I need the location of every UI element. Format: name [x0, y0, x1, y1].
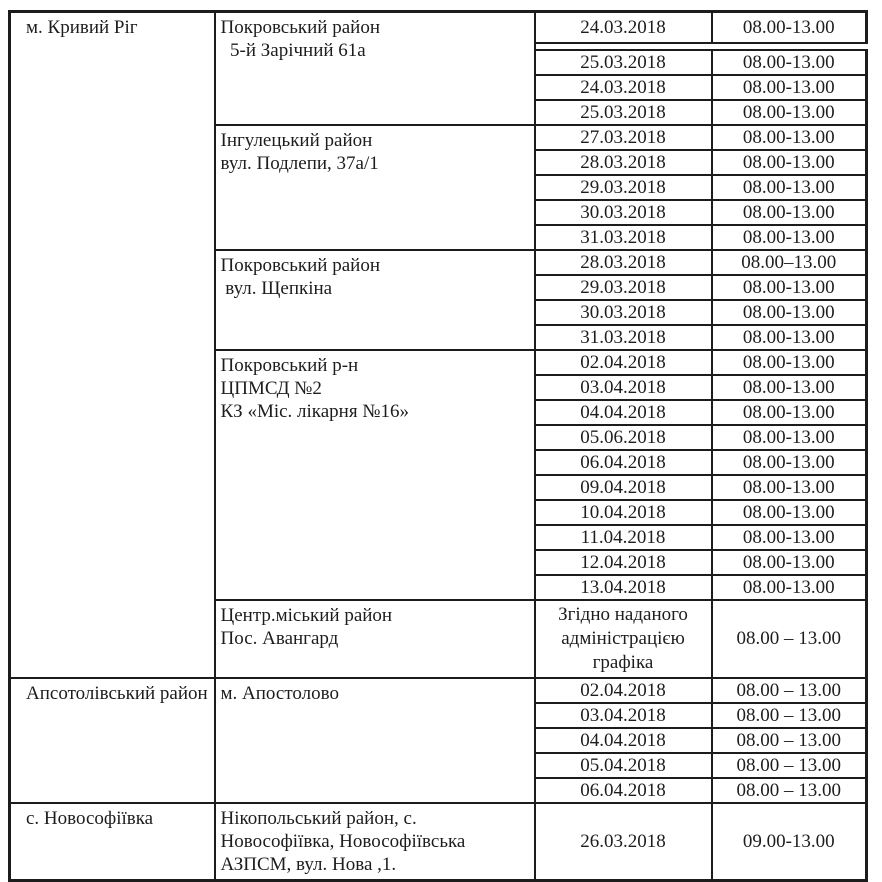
date-cell: 24.03.2018	[535, 75, 712, 100]
time-cell: 08.00 – 13.00	[712, 753, 867, 778]
location-cell: с. Новософіївка	[10, 803, 215, 881]
address-line: 5-й Зарічний 61а	[220, 40, 366, 61]
time-cell: 08.00 – 13.00	[712, 728, 867, 753]
date-cell: 30.03.2018	[535, 300, 712, 325]
address-line: Пос. Авангард	[220, 627, 339, 649]
address-line: вул. Щепкіна	[220, 277, 333, 299]
location-cell: Апсотолівський район	[10, 678, 215, 803]
date-cell: 30.03.2018	[535, 200, 712, 225]
date-cell: 04.04.2018	[535, 728, 712, 753]
table-row	[10, 12, 867, 43]
date-cell: 11.04.2018	[535, 525, 712, 550]
address-cell	[215, 350, 535, 600]
time-cell: 08.00 – 13.00	[712, 778, 867, 803]
date-cell: 13.04.2018	[535, 575, 712, 600]
time-cell: 08.00-13.00	[712, 275, 867, 300]
time-cell: 09.00-13.00	[712, 803, 867, 881]
date-cell: 29.03.2018	[535, 175, 712, 200]
address-line: Покровський р-н	[220, 354, 359, 376]
schedule-table	[8, 10, 868, 882]
time-cell: 08.00-13.00	[712, 400, 867, 425]
location-cell: м. Кривий Ріг	[10, 12, 215, 678]
time-cell: 08.00-13.00	[712, 475, 867, 500]
table-row	[10, 678, 867, 703]
address-cell	[215, 600, 535, 678]
address-cell	[215, 125, 535, 250]
date-cell: 03.04.2018	[535, 703, 712, 728]
address-line: м. Апостолово	[220, 682, 339, 704]
time-cell: 08.00-13.00	[712, 12, 867, 43]
time-cell: 08.00 – 13.00	[712, 678, 867, 703]
table-row	[10, 803, 867, 881]
address-cell	[215, 12, 535, 125]
time-cell: 08.00-13.00	[712, 300, 867, 325]
time-cell: 08.00-13.00	[712, 500, 867, 525]
time-cell: 08.00-13.00	[712, 150, 867, 175]
time-cell: 08.00 – 13.00	[712, 600, 867, 678]
address-line: КЗ «Міс. лікарня №16»	[220, 400, 409, 422]
date-cell: 12.04.2018	[535, 550, 712, 575]
time-cell: 08.00-13.00	[712, 350, 867, 375]
time-cell: 08.00-13.00	[712, 200, 867, 225]
time-cell: 08.00-13.00	[712, 175, 867, 200]
address-line: Покровський район	[220, 17, 380, 38]
address-line: ЦПМСД №2	[220, 377, 322, 399]
time-cell: 08.00-13.00	[712, 100, 867, 125]
gap-cell	[712, 43, 867, 50]
date-cell: 31.03.2018	[535, 225, 712, 250]
time-cell: 08.00 – 13.00	[712, 703, 867, 728]
time-cell: 08.00-13.00	[712, 75, 867, 100]
address-line: Центр.міський район	[220, 604, 393, 626]
date-cell: 04.04.2018	[535, 400, 712, 425]
address-line: Новософіївка, Новософіївська	[220, 830, 466, 852]
address-cell	[215, 803, 535, 881]
time-cell: 08.00-13.00	[712, 550, 867, 575]
time-cell: 08.00-13.00	[712, 375, 867, 400]
date-cell: 06.04.2018	[535, 778, 712, 803]
time-cell: 08.00-13.00	[712, 425, 867, 450]
date-cell: 09.04.2018	[535, 475, 712, 500]
date-cell: 02.04.2018	[535, 678, 712, 703]
date-cell: 06.04.2018	[535, 450, 712, 475]
address-line: Покровський район	[220, 254, 380, 276]
address-line: АЗПСМ, вул. Нова ,1.	[220, 853, 397, 875]
time-cell: 08.00–13.00	[712, 250, 867, 275]
date-cell: 05.06.2018	[535, 425, 712, 450]
address-line: Інгулецький район	[220, 129, 373, 151]
time-cell: 08.00-13.00	[712, 125, 867, 150]
time-cell: 08.00-13.00	[712, 450, 867, 475]
time-cell: 08.00-13.00	[712, 525, 867, 550]
date-cell: 02.04.2018	[535, 350, 712, 375]
date-cell: 26.03.2018	[535, 803, 712, 881]
time-cell: 08.00-13.00	[712, 325, 867, 350]
date-cell: 03.04.2018	[535, 375, 712, 400]
schedule-table-body	[10, 12, 867, 881]
date-cell: Згідно наданого адміністрацією графіка	[535, 600, 712, 678]
date-cell: 10.04.2018	[535, 500, 712, 525]
date-cell: 05.04.2018	[535, 753, 712, 778]
date-cell: 28.03.2018	[535, 250, 712, 275]
gap-cell	[535, 43, 712, 50]
date-cell: 28.03.2018	[535, 150, 712, 175]
address-line: вул. Подлепи, 37а/1	[220, 152, 379, 174]
date-cell: 25.03.2018	[535, 50, 712, 75]
time-cell: 08.00-13.00	[712, 575, 867, 600]
date-cell: 24.03.2018	[535, 12, 712, 43]
date-cell: 29.03.2018	[535, 275, 712, 300]
address-cell	[215, 678, 535, 803]
date-cell: 31.03.2018	[535, 325, 712, 350]
address-cell	[215, 250, 535, 350]
date-cell: 27.03.2018	[535, 125, 712, 150]
time-cell: 08.00-13.00	[712, 225, 867, 250]
date-cell: 25.03.2018	[535, 100, 712, 125]
time-cell: 08.00-13.00	[712, 50, 867, 75]
address-line: Нікопольський район, с.	[220, 807, 417, 829]
